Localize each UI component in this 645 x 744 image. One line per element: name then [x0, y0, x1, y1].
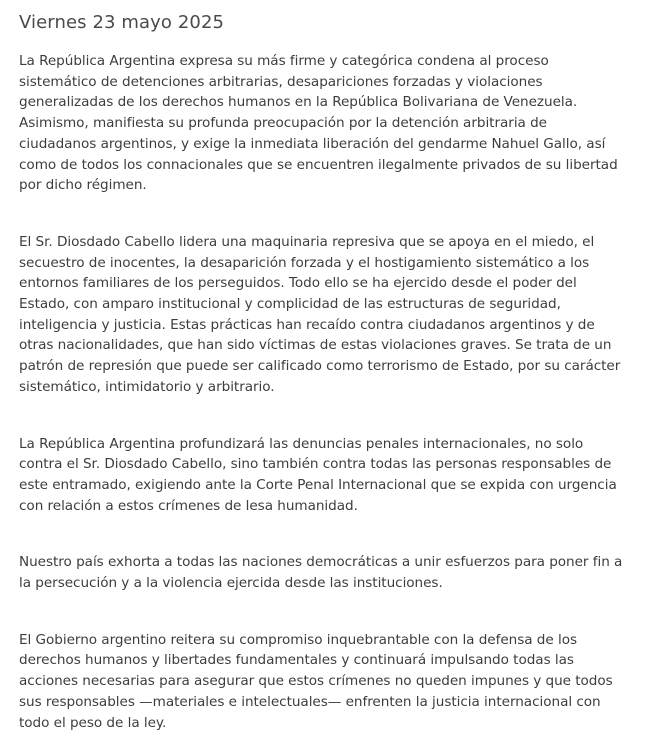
- article-body: [19, 51, 623, 733]
- article-paragraph: La República Argentina expresa su más firme y categórica condena al proceso sistemático de detenciones arbitrarias, desapariciones forzadas y violaciones generalizadas de los derechos humanos en la República Bolivariana de Venezuela. Asimismo, manifiesta su profunda preocupación por la detención arbitraria de ciudadanos argentinos, y exige la inmediata liberación del gendarme Nahuel Gallo, así como de todos los connacionales que se encuentren ilegalmente privados de su libertad por dicho régimen.: [19, 53, 618, 194]
- article-paragraph: El Sr. Diosdado Cabello lidera una maquinaria represiva que se apoya en el miedo, el secuestro de inocentes, la desaparición forzada y el hostigamiento sistemático a los entornos familiares de los perseguidos. Todo ello se ha ejercido desde el poder del Estado, con amparo institucional y complicidad de las estructuras de seguridad, inteligencia y justicia. Estas prácticas han recaído contra ciudadanos argentinos y de otras nacionalidades, que han sido víctimas de estas violaciones graves. Se trata de un patrón de represión que puede ser calificado como terrorismo de Estado, por su carácter sistemático, intimidatorio y arbitrario.: [19, 233, 621, 395]
- article-paragraph: Nuestro país exhorta a todas las naciones democráticas a unir esfuerzos para poner fin a la persecución y a la violencia ejercida desde las instituciones.: [19, 554, 623, 592]
- article-paragraph: La República Argentina profundizará las denuncias penales internacionales, no solo contra el Sr. Diosdado Cabello, sino también contra todas las personas responsables de este entramado, exigiendo ante la Corte Penal Internacional que se expida con urgencia con relación a estos crímenes de lesa humanidad.: [19, 435, 617, 514]
- article-paragraph: El Gobierno argentino reitera su compromiso inquebrantable con la defensa de los derechos humanos y libertades fundamentales y continuará impulsando todas las acciones necesarias para asegurar que estos crímenes no queden impunes y que todos sus responsables —materiales e intelectuales— enfrenten la justicia internacional con todo el peso de la ley.: [19, 631, 613, 731]
- publication-date: Viernes 23 mayo 2025: [19, 12, 225, 33]
